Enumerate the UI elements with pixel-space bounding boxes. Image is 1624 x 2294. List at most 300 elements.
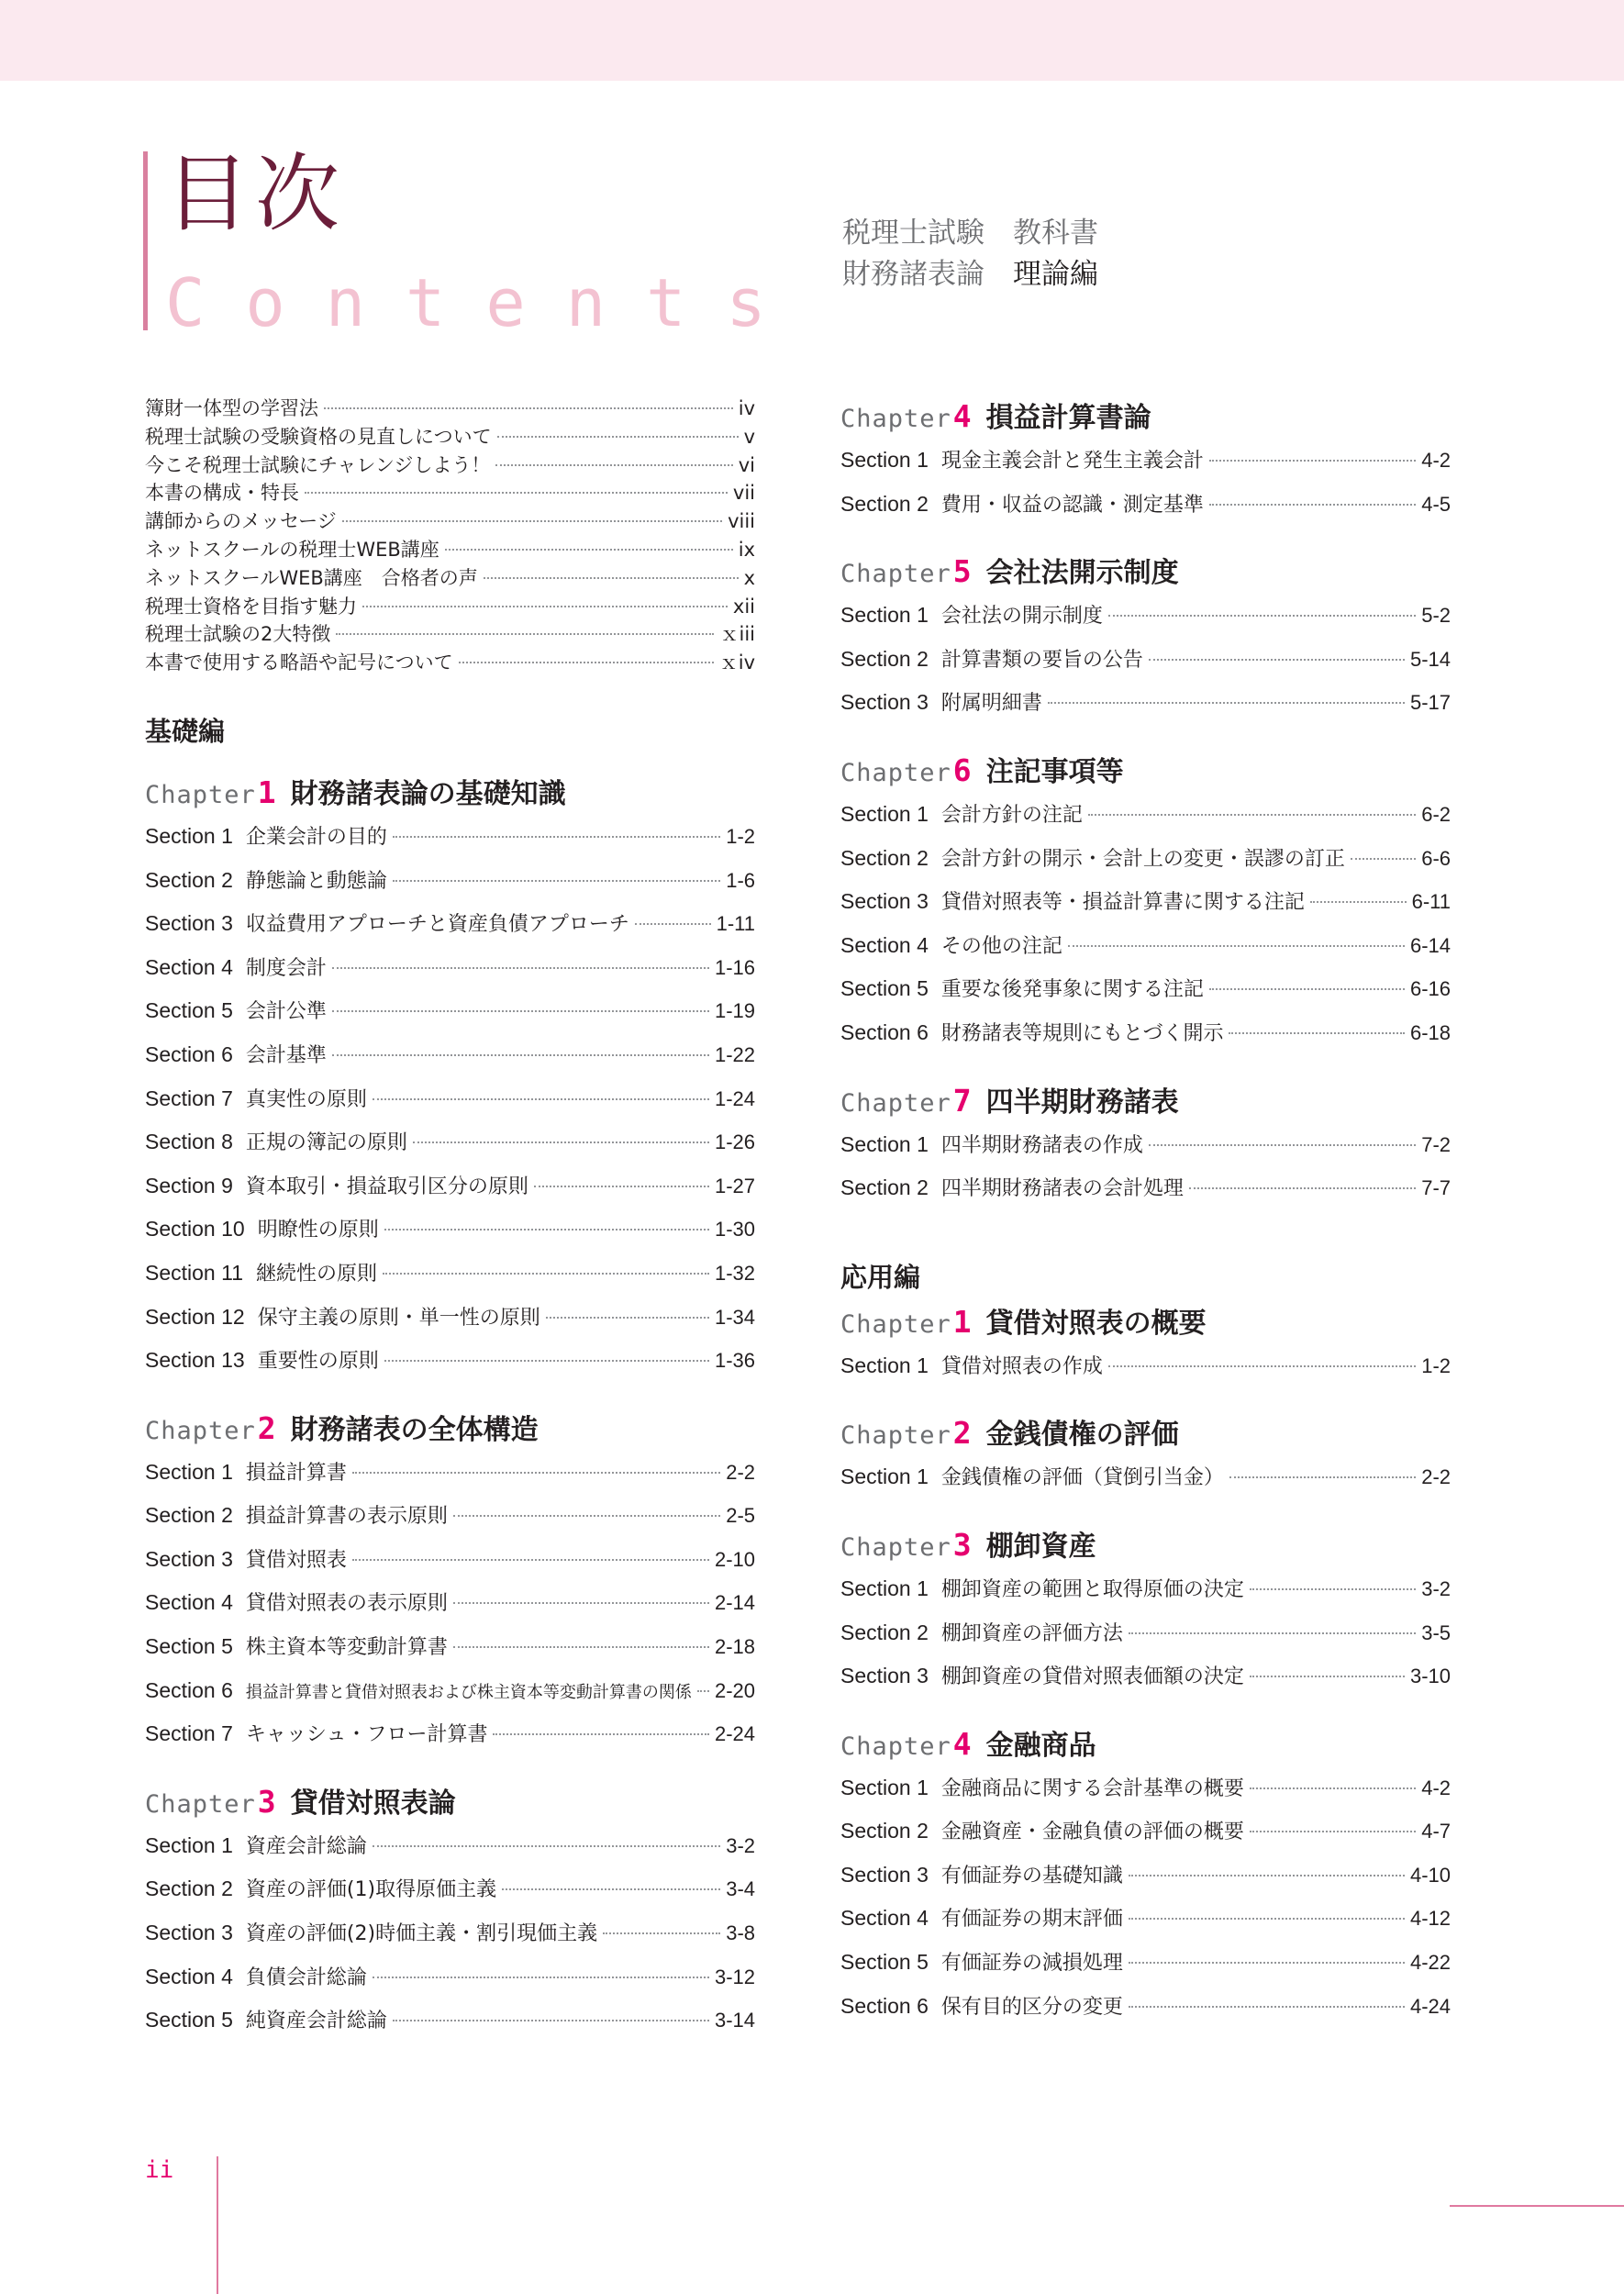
chapter-heading[interactable]	[840, 749, 1451, 800]
section-page: 2-20	[714, 1678, 755, 1702]
chapter-title: 四半期財務諸表	[985, 1086, 1179, 1119]
section-page: 6-16	[1409, 977, 1451, 1001]
section-page: 7-2	[1421, 1132, 1451, 1156]
section-title: 四半期財務諸表の会計処理	[940, 1177, 1184, 1201]
toc-entry-title: 税理士試験の2大特徴	[145, 623, 331, 646]
section-title: 株主資本等変動計算書	[245, 1636, 448, 1660]
section-entry[interactable]	[840, 1662, 1451, 1706]
section-label: Section 4	[840, 1906, 929, 1931]
leader-dots	[1250, 1831, 1416, 1832]
section-page: 3-5	[1421, 1620, 1451, 1644]
section-entry[interactable]	[145, 953, 755, 997]
section-page: 6-2	[1421, 802, 1451, 826]
toc-entry-page: vi	[738, 453, 755, 476]
section-label: Section 5	[145, 1634, 233, 1659]
leader-dots	[393, 836, 720, 838]
toc-entry-page: ix	[738, 538, 755, 561]
section-title: 棚卸資産の範囲と取得原価の決定	[940, 1577, 1244, 1601]
section-title: 貸借対照表	[245, 1548, 347, 1572]
section-label: Section 4	[145, 1964, 233, 1988]
section-title: 会社法の開示制度	[940, 605, 1103, 629]
chapter-number: 4	[952, 398, 972, 434]
chapter-number: 2	[257, 1409, 276, 1446]
leader-dots	[1129, 1875, 1405, 1876]
page-title-english: Contents	[165, 264, 806, 341]
section-label: Section 3	[145, 1546, 233, 1571]
leader-dots	[1250, 1787, 1416, 1789]
section-entry[interactable]	[145, 822, 755, 866]
section-page: 2-14	[714, 1591, 755, 1615]
toc-entry[interactable]	[145, 479, 755, 507]
leader-dots	[1129, 1632, 1416, 1634]
section-title: 資産の評価(1)取得原価主義	[245, 1878, 497, 1902]
section-page: 4-2	[1421, 1776, 1451, 1799]
section-page: 1-19	[714, 999, 755, 1023]
section-label: Section 6	[840, 1019, 929, 1044]
section-entry[interactable]	[145, 1215, 755, 1259]
section-title: キャッシュ・フロー計算書	[245, 1723, 488, 1747]
front-matter-list	[145, 395, 755, 677]
section-entry[interactable]	[145, 1588, 755, 1632]
leader-dots	[373, 1098, 709, 1100]
chapter-heading[interactable]	[145, 1780, 755, 1832]
section-title: 有価証券の基礎知識	[940, 1864, 1123, 1888]
toc-entry-title: 税理士試験の受験資格の見直しについて	[145, 425, 492, 448]
section-label: Section 2	[840, 1175, 929, 1200]
section-title: 資産の評価(2)時価主義・割引現価主義	[245, 1922, 598, 1946]
section-label: Section 5	[840, 976, 929, 1001]
section-entry[interactable]	[840, 688, 1451, 732]
chapter-heading[interactable]	[840, 1523, 1451, 1575]
chapter-number: 7	[952, 1082, 972, 1119]
leader-dots	[502, 1888, 720, 1890]
section-page: 6-11	[1411, 890, 1451, 914]
section-entry[interactable]	[840, 446, 1451, 490]
chapter-word: Chapter	[145, 1789, 256, 1819]
chapter-title: 棚卸資産	[985, 1530, 1096, 1563]
section-page: 6-14	[1409, 933, 1451, 957]
leader-dots	[1209, 460, 1416, 462]
leader-dots	[697, 1690, 709, 1692]
section-title: 会計基準	[245, 1043, 327, 1067]
section-label: Section 4	[840, 932, 929, 957]
page-title: 目次	[165, 145, 346, 243]
subtitle-line1: 税理士試験 教科書	[842, 217, 1098, 250]
section-entry[interactable]	[145, 1172, 755, 1216]
section-label: Section 13	[145, 1348, 245, 1373]
section-label: Section 8	[145, 1130, 233, 1154]
toc-entry-page: vii	[732, 482, 755, 505]
section-page: 1-16	[714, 955, 755, 979]
section-label: Section 1	[840, 801, 929, 826]
section-entry[interactable]	[145, 1875, 755, 1919]
section-entry[interactable]	[145, 1963, 755, 2007]
toc-entry-page: v	[743, 425, 755, 448]
toc-entry[interactable]	[145, 451, 755, 480]
section-title: 静態論と動態論	[245, 869, 387, 893]
section-page: 4-22	[1409, 1951, 1451, 1975]
section-entry[interactable]	[840, 1463, 1451, 1507]
section-page: 5-14	[1409, 647, 1451, 671]
toc-entry-page: iv	[738, 397, 755, 419]
leader-dots	[362, 606, 728, 607]
section-page: 2-2	[1421, 1465, 1451, 1489]
toc-entry-title: 本書の構成・特長	[145, 482, 299, 505]
section-label: Section 3	[840, 1664, 929, 1688]
section-page: 1-34	[714, 1305, 755, 1329]
section-page: 1-26	[714, 1130, 755, 1154]
chapter-heading[interactable]	[145, 1407, 755, 1458]
chapter-word: Chapter	[840, 1732, 951, 1761]
chapter-title: 損益計算書論	[985, 402, 1151, 434]
leader-dots	[459, 662, 714, 663]
section-label: Section 3	[145, 1921, 233, 1945]
section-label: Section 5	[145, 998, 233, 1023]
leader-dots	[1351, 858, 1416, 860]
leader-dots	[635, 923, 711, 925]
section-title: 保有目的区分の変更	[940, 1995, 1123, 2019]
chapter-word: Chapter	[840, 560, 951, 589]
section-entry[interactable]	[840, 1174, 1451, 1218]
section-label: Section 10	[145, 1217, 245, 1242]
section-label: Section 1	[145, 1832, 233, 1857]
toc-entry[interactable]	[145, 507, 755, 536]
toc-entry[interactable]	[145, 423, 755, 451]
chapter-word: Chapter	[840, 405, 951, 433]
toc-entry[interactable]	[145, 564, 755, 593]
section-title: 損益計算書	[245, 1461, 347, 1485]
leader-dots	[413, 1141, 709, 1143]
chapter-title: 貸借対照表の概要	[985, 1307, 1207, 1340]
section-entry[interactable]	[840, 1861, 1451, 1905]
section-label: Section 1	[145, 823, 233, 848]
top-band	[0, 0, 1624, 81]
leader-dots	[342, 520, 722, 522]
leader-dots	[1209, 504, 1416, 506]
section-title: 棚卸資産の評価方法	[940, 1621, 1123, 1645]
section-title: 費用・収益の認識・測定基準	[940, 493, 1204, 517]
section-title: 有価証券の減損処理	[940, 1952, 1123, 1976]
chapter-number: 4	[952, 1725, 972, 1762]
section-entry[interactable]	[840, 1575, 1451, 1619]
applied-chapters	[840, 1300, 1451, 2036]
section-entry[interactable]	[840, 1992, 1451, 2036]
chapter-title: 財務諸表の全体構造	[290, 1413, 539, 1446]
toc-entry[interactable]	[145, 649, 755, 677]
section-label: Section 1	[840, 1775, 929, 1799]
section-title: 貸借対照表の表示原則	[245, 1592, 448, 1616]
section-entry[interactable]	[840, 601, 1451, 645]
section-label: Section 1	[840, 1353, 929, 1377]
leader-dots	[1250, 1588, 1416, 1590]
section-page: 1-30	[714, 1218, 755, 1242]
section-title: 資本取引・損益取引区分の原則	[245, 1175, 528, 1198]
leader-dots	[1048, 702, 1405, 704]
toc-entry-title: ネットスクールの税理士WEB講座	[145, 538, 439, 561]
section-entry[interactable]	[840, 1904, 1451, 1948]
section-title: 現金主義会計と発生主義会計	[940, 450, 1204, 473]
chapter-number: 3	[952, 1526, 972, 1563]
section-entry[interactable]	[145, 1303, 755, 1347]
section-title: 重要性の原則	[257, 1350, 379, 1374]
leader-dots	[445, 549, 733, 551]
section-page: 1-32	[714, 1261, 755, 1285]
section-entry[interactable]	[840, 1817, 1451, 1861]
section-entry[interactable]	[840, 1619, 1451, 1663]
section-label: Section 1	[840, 603, 929, 628]
leader-dots	[1129, 1962, 1405, 1964]
leader-dots	[324, 407, 733, 409]
leader-dots	[336, 633, 714, 635]
toc-entry-title: 税理士資格を目指す魅力	[145, 595, 357, 618]
section-label: Section 5	[145, 2008, 233, 2032]
section-label: Section 7	[145, 1721, 233, 1746]
section-label: Section 2	[145, 867, 233, 892]
leader-dots	[352, 1559, 709, 1561]
section-title: 損益計算書と貸借対照表および株主資本等変動計算書の関係	[245, 1682, 692, 1702]
section-label: Section 1	[840, 1464, 929, 1489]
leader-dots	[1149, 659, 1405, 661]
chapter-heading[interactable]	[840, 1411, 1451, 1463]
toc-entry-page: viii	[728, 510, 755, 533]
section-title: 金融資産・金融負債の評価の概要	[940, 1821, 1244, 1844]
section-entry[interactable]	[145, 1832, 755, 1876]
section-entry[interactable]	[840, 490, 1451, 534]
toc-entry-page: x	[743, 566, 755, 589]
section-entry[interactable]	[145, 2006, 755, 2050]
section-entry[interactable]	[840, 1130, 1451, 1175]
section-page: 1-2	[1421, 1353, 1451, 1377]
section-entry[interactable]	[145, 1720, 755, 1764]
leader-dots	[453, 1646, 709, 1648]
section-label: Section 2	[840, 491, 929, 516]
leader-dots	[373, 1977, 709, 1978]
leader-dots	[305, 492, 728, 494]
subtitle-line2-b: 理論編	[1013, 258, 1098, 291]
section-entry[interactable]	[840, 974, 1451, 1019]
section-label: Section 1	[840, 1131, 929, 1156]
section-page: 3-10	[1409, 1665, 1451, 1688]
chapter-number: 6	[952, 752, 972, 788]
section-title: 負債会計総論	[245, 1965, 367, 1989]
section-entry[interactable]	[840, 645, 1451, 689]
section-label: Section 3	[840, 889, 929, 914]
leader-dots	[384, 1229, 709, 1231]
section-entry[interactable]	[145, 1259, 755, 1303]
section-label: Section 12	[145, 1304, 245, 1329]
section-page: 5-17	[1409, 691, 1451, 715]
chapter-heading[interactable]	[840, 550, 1451, 601]
leader-dots	[384, 1360, 709, 1362]
section-label: Section 6	[145, 1677, 233, 1702]
section-title: 貸借対照表の作成	[940, 1354, 1103, 1378]
chapter-heading[interactable]	[840, 1722, 1451, 1774]
section-entry[interactable]	[145, 1346, 755, 1390]
section-entry[interactable]	[145, 1041, 755, 1085]
leader-dots	[1108, 615, 1416, 617]
leader-dots	[332, 1010, 709, 1012]
section-entry[interactable]	[145, 1085, 755, 1129]
section-label: Section 2	[145, 1876, 233, 1901]
section-label: Section 2	[840, 646, 929, 671]
section-page: 2-18	[714, 1635, 755, 1659]
section-page: 1-6	[726, 868, 755, 892]
section-label: Section 5	[840, 1950, 929, 1975]
section-entry[interactable]	[145, 1128, 755, 1172]
section-entry[interactable]	[840, 1774, 1451, 1818]
section-entry[interactable]	[840, 887, 1451, 931]
section-title: 企業会計の目的	[245, 825, 387, 849]
section-entry[interactable]	[145, 1919, 755, 1963]
chapter-title: 財務諸表論の基礎知識	[290, 777, 566, 810]
folio-rule	[217, 2156, 218, 2294]
section-entry[interactable]	[840, 931, 1451, 975]
toc-entry[interactable]	[145, 620, 755, 649]
section-entry[interactable]	[145, 1458, 755, 1502]
subtitle-line2	[842, 254, 1098, 295]
section-entry[interactable]	[145, 1545, 755, 1589]
section-label: Section 11	[145, 1260, 243, 1285]
leader-dots	[1250, 1676, 1405, 1677]
section-entry[interactable]	[145, 1501, 755, 1545]
section-page: 2-5	[726, 1504, 755, 1528]
section-title: 保守主義の原則・単一性の原則	[257, 1306, 540, 1330]
chapter-word: Chapter	[145, 1416, 256, 1445]
section-page: 3-2	[726, 1833, 755, 1857]
section-page: 3-12	[714, 1965, 755, 1988]
section-page: 1-2	[726, 824, 755, 848]
basic-chapters-right	[840, 395, 1451, 1218]
section-title: 会計公準	[245, 1000, 327, 1024]
section-title: 会計方針の注記	[940, 803, 1083, 827]
section-entry[interactable]	[145, 866, 755, 910]
leader-dots	[352, 1472, 720, 1474]
section-title: 金銭債権の評価（貸倒引当金）	[940, 1466, 1224, 1490]
leader-dots	[1310, 901, 1407, 903]
section-page: 3-8	[726, 1921, 755, 1945]
section-page: 4-2	[1421, 449, 1451, 472]
section-entry[interactable]	[840, 844, 1451, 888]
section-title: 有価証券の期末評価	[940, 1908, 1123, 1932]
section-entry[interactable]	[840, 1352, 1451, 1396]
section-title: 継続性の原則	[255, 1262, 377, 1286]
section-label: Section 2	[145, 1503, 233, 1528]
chapter-word: Chapter	[840, 1088, 951, 1118]
chapter-title: 金銭債権の評価	[985, 1419, 1179, 1452]
section-label: Section 7	[145, 1086, 233, 1110]
section-page: 2-10	[714, 1547, 755, 1571]
section-title: 資産会計総論	[245, 1834, 367, 1858]
leader-dots	[534, 1186, 709, 1187]
toc-entry-page: xii	[732, 595, 755, 618]
section-label: Section 2	[840, 1620, 929, 1644]
chapter-heading[interactable]	[145, 771, 755, 822]
chapter-word: Chapter	[145, 780, 256, 809]
section-page: 1-27	[714, 1174, 755, 1197]
leader-dots	[497, 436, 739, 438]
section-entry[interactable]	[840, 1019, 1451, 1063]
leader-dots	[373, 1845, 720, 1847]
leader-dots	[484, 577, 739, 579]
toc-entry[interactable]	[145, 395, 755, 423]
leader-dots	[383, 1273, 709, 1275]
chapter-heading[interactable]	[840, 1079, 1451, 1130]
section-label: Section 1	[840, 1576, 929, 1600]
section-page: 3-2	[1421, 1576, 1451, 1600]
section-page: 5-2	[1421, 604, 1451, 628]
section-entry[interactable]	[145, 997, 755, 1041]
section-label: Section 2	[840, 1819, 929, 1843]
chapter-title: 会社法開示制度	[985, 557, 1179, 590]
chapter-heading[interactable]	[840, 1300, 1451, 1352]
section-label: Section 3	[840, 1862, 929, 1887]
toc-entry[interactable]	[145, 593, 755, 621]
section-page: 3-14	[714, 2009, 755, 2032]
toc-entry[interactable]	[145, 536, 755, 564]
section-title: 貸借対照表等・損益計算書に関する注記	[940, 891, 1305, 915]
leader-dots	[1209, 988, 1405, 990]
spacer	[840, 1218, 1451, 1254]
title-accent-bar	[143, 151, 148, 330]
chapter-heading[interactable]	[840, 395, 1451, 446]
section-title: 棚卸資産の貸借対照表価額の決定	[940, 1665, 1244, 1689]
section-title: その他の注記	[940, 934, 1062, 958]
section-label: Section 6	[840, 1993, 929, 2018]
leader-dots	[546, 1317, 709, 1319]
section-entry[interactable]	[840, 800, 1451, 844]
chapter-number: 3	[257, 1783, 276, 1820]
section-label: Section 6	[145, 1041, 233, 1066]
leader-dots	[1149, 1144, 1416, 1146]
toc-entry-title: 講師からのメッセージ	[145, 510, 337, 533]
chapter-title: 貸借対照表論	[290, 1787, 456, 1820]
section-label: Section 3	[840, 690, 929, 715]
chapter-number: 5	[952, 553, 972, 590]
section-entry[interactable]	[145, 1632, 755, 1676]
part-label-applied: 応用編	[840, 1261, 921, 1293]
section-label: Section 4	[145, 1590, 233, 1615]
page-number: ii	[145, 2156, 174, 2184]
section-entry[interactable]	[840, 1948, 1451, 1992]
corner-rule	[1450, 2205, 1624, 2207]
chapter-title: 金融商品	[985, 1729, 1096, 1762]
toc-entry-title: 簿財一体型の学習法	[145, 397, 318, 419]
leader-dots	[393, 2020, 709, 2021]
section-title: 計算書類の要旨の公告	[940, 648, 1143, 672]
section-page: 7-7	[1421, 1176, 1451, 1200]
chapter-word: Chapter	[840, 1532, 951, 1562]
section-label: Section 1	[145, 1459, 233, 1484]
section-page: 1-36	[714, 1349, 755, 1373]
leader-dots	[495, 464, 732, 466]
section-label: Section 3	[145, 911, 233, 936]
section-entry[interactable]	[145, 909, 755, 953]
leader-dots	[1129, 2006, 1405, 2008]
section-title: 収益費用アプローチと資産負債アプローチ	[245, 913, 629, 937]
section-entry[interactable]	[145, 1676, 755, 1720]
toc-left-column	[145, 395, 755, 2050]
leader-dots	[453, 1515, 720, 1517]
section-title: 正規の簿記の原則	[245, 1131, 407, 1155]
section-page: 2-2	[726, 1460, 755, 1484]
leader-dots	[603, 1932, 720, 1934]
subtitle-line2-a: 財務諸表論	[842, 258, 1013, 291]
section-title: 四半期財務諸表の作成	[940, 1133, 1143, 1157]
chapter-word: Chapter	[840, 1309, 951, 1339]
section-page: 4-12	[1409, 1907, 1451, 1931]
toc-right-column	[840, 395, 1451, 2035]
section-title: 附属明細書	[940, 692, 1042, 716]
